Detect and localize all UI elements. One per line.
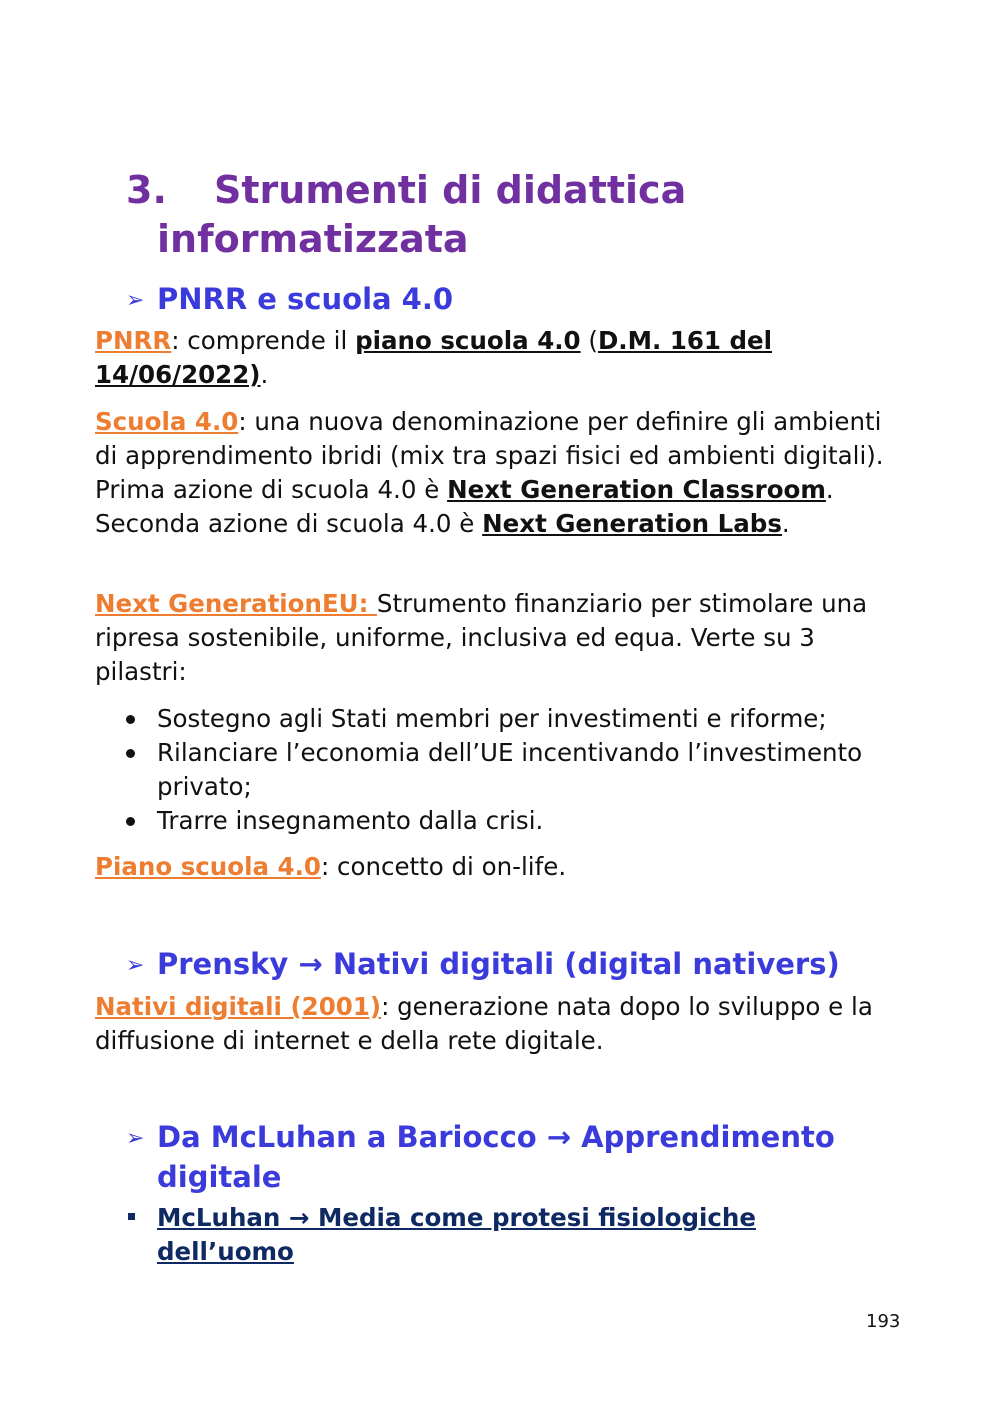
section-heading-prensky — [126, 945, 886, 985]
section-heading-pnrr — [126, 280, 886, 320]
section-heading-text: PNRR e scuola 4.0 — [157, 282, 454, 316]
pillars-list — [126, 702, 906, 838]
bullet-icon — [126, 715, 135, 724]
bold-term: piano scuola 4.0 — [355, 326, 581, 355]
arrow-bullet-icon: ➢ — [126, 288, 145, 313]
list-item — [126, 702, 906, 736]
section-heading-text: Prensky → Nativi digitali (digital nativers) — [157, 947, 840, 981]
square-bullet-icon — [128, 1213, 135, 1220]
arrow-bullet-icon: ➢ — [126, 953, 145, 978]
bold-term: Next Generation Classroom — [447, 475, 826, 504]
text: . Seconda azione di scuola 4.0 è — [95, 475, 834, 538]
paragraph-piano-scuola — [95, 850, 900, 884]
section-heading-text: Da McLuhan a Bariocco → Apprendimento — [157, 1120, 835, 1154]
sub-item-text: McLuhan → Media come protesi fisiologiche dell’uomo — [157, 1203, 756, 1266]
list-item-text: Trarre insegnamento dalla crisi. — [157, 806, 544, 835]
bold-term: D.M. 161 del 14/06/2022) — [95, 326, 773, 389]
paragraph-nativi-digitali — [95, 990, 900, 1058]
keyword: Nativi digitali (2001) — [95, 992, 382, 1021]
chapter-title-line2: informatizzata — [157, 217, 469, 261]
page-number: 193 — [866, 1311, 901, 1332]
text: . — [260, 360, 269, 389]
text: ( — [580, 326, 598, 355]
text: : comprende il — [171, 326, 356, 355]
list-item — [126, 804, 906, 838]
keyword: PNRR — [95, 326, 172, 355]
chapter-title — [126, 166, 886, 264]
list-item-text: Rilanciare l’economia dell’UE incentivando l’investimento privato; — [157, 738, 863, 801]
section-heading-mcluhan — [126, 1118, 886, 1196]
sub-item-mcluhan — [126, 1201, 886, 1269]
list-item-text: Sostegno agli Stati membri per investimenti e riforme; — [157, 704, 827, 733]
keyword: Next GenerationEU: — [95, 589, 377, 618]
keyword: Scuola 4.0 — [95, 407, 239, 436]
arrow-bullet-icon: ➢ — [126, 1126, 145, 1151]
bold-term: Next Generation Labs — [482, 509, 782, 538]
paragraph-next-generation-eu — [95, 587, 900, 689]
text: : una nuova denominazione per definire gli ambienti di apprendimento ibridi (mix tra spazi fisici ed ambienti digitali). Prima azione di scuola 4.0 è — [95, 407, 884, 504]
text: : generazione nata dopo lo sviluppo e la diffusione di internet e della rete digitale. — [95, 992, 873, 1055]
chapter-title-line1: Strumenti di didattica — [214, 168, 687, 212]
keyword: Piano scuola 4.0 — [95, 852, 321, 881]
bullet-icon — [126, 817, 135, 826]
chapter-number: 3. — [126, 168, 167, 212]
bullet-icon — [126, 749, 135, 758]
paragraph-pnrr — [95, 324, 900, 392]
list-item — [126, 736, 906, 804]
section-heading-text: digitale — [157, 1160, 282, 1194]
text: Strumento finanziario per stimolare una ripresa sostenibile, uniforme, inclusiva ed equa. Verte su 3 pilastri: — [95, 589, 868, 686]
text: . — [781, 509, 790, 538]
paragraph-scuola-4 — [95, 405, 900, 541]
text: : concetto di on-life. — [320, 852, 567, 881]
